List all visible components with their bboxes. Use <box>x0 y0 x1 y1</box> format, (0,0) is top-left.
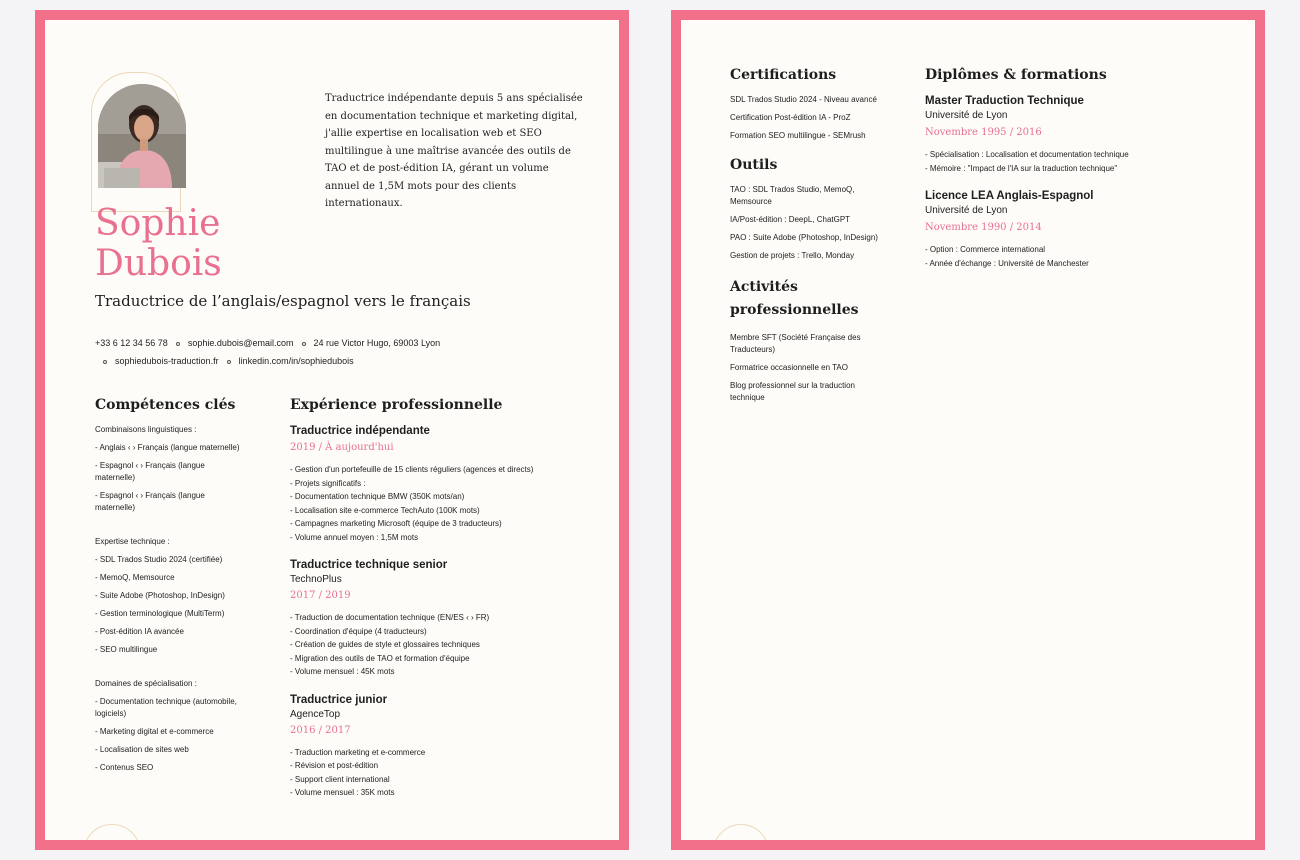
experience-detail: - Création de guides de style et glossaires techniques <box>290 640 480 649</box>
skills-group-label: Domaines de spécialisation : <box>95 679 197 688</box>
education-entry <box>925 94 1185 175</box>
experience-title: Expérience professionnelle <box>290 397 503 413</box>
experience-detail: - Traduction marketing et e-commerce <box>290 747 426 757</box>
side-column <box>730 66 880 418</box>
bullet-icon <box>176 342 180 346</box>
education-dates: Novembre 1995 / 2016 <box>925 127 1042 138</box>
experience-detail: - Support client international <box>290 774 390 784</box>
skill-item: - Documentation technique (automobile, logiciels) <box>95 697 237 718</box>
education-detail: - Spécialisation : Localisation et documentation technique <box>925 150 1129 159</box>
certification-item: SDL Trados Studio 2024 - Niveau avancé <box>730 95 877 104</box>
tool-item: TAO : SDL Trados Studio, MemoQ, Memsource <box>730 185 855 206</box>
profile-summary: Traductrice indépendante depuis 5 ans spécialisée en documentation technique et marketing digital, j'allie expertise en localisation web et SEO multilingue à une maîtrise avancée des outils de TAO et de post-édition IA, gérant un volume annuel de 1,5M mots pour des clients internationaux. <box>325 93 583 209</box>
certifications-title: Certifications <box>730 67 837 83</box>
experience-detail: - Gestion d'un portefeuille de 15 clients réguliers (agences et directs) <box>290 465 534 474</box>
education-school: Université de Lyon <box>925 205 1008 216</box>
skill-item: - Marketing digital et e-commerce <box>95 727 214 736</box>
experience-detail: - Migration des outils de TAO et formation d'équipe <box>290 653 470 663</box>
candidate-name <box>95 204 222 284</box>
experience-entry <box>290 558 590 679</box>
experience-detail: - Volume annuel moyen : 1,5M mots <box>290 532 419 542</box>
portrait-photo-icon <box>98 84 186 188</box>
experience-detail: - Documentation technique BMW (350K mots/an) <box>290 492 465 501</box>
job-title: Traductrice de l’anglais/espagnol vers le français <box>95 292 471 310</box>
experience-dates: 2017 / 2019 <box>290 590 351 601</box>
experience-company: AgenceTop <box>290 708 341 720</box>
skill-item: - Gestion terminologique (MultiTerm) <box>95 609 225 618</box>
experience-detail: - Localisation site e-commerce TechAuto (100K mots) <box>290 505 480 515</box>
tool-item: PAO : Suite Adobe (Photoshop, InDesign) <box>730 233 878 242</box>
experience-dates: 2016 / 2017 <box>290 724 351 736</box>
first-name: Sophie <box>95 203 221 244</box>
skills-group <box>95 678 245 774</box>
activities-title: Activités professionnelles <box>730 279 859 318</box>
skill-item: - Post-édition IA avancée <box>95 627 184 636</box>
bullet-icon <box>227 360 231 364</box>
experience-entry <box>290 693 590 800</box>
bullet-icon <box>302 342 306 346</box>
skill-item: - SDL Trados Studio 2024 (certifiée) <box>95 555 223 564</box>
page-sheet <box>45 20 619 840</box>
experience-section <box>290 396 590 814</box>
skill-item: - Suite Adobe (Photoshop, InDesign) <box>95 591 225 600</box>
experience-detail: - Coordination d'équipe (4 traducteurs) <box>290 626 427 636</box>
activity-item: Blog professionnel sur la traduction technique <box>730 381 855 402</box>
experience-role: Traductrice indépendante <box>290 425 430 437</box>
skill-item: - MemoQ, Memsource <box>95 573 175 582</box>
skills-group-label: Combinaisons linguistiques : <box>95 425 197 434</box>
education-title: Diplômes & formations <box>925 67 1107 83</box>
certification-item: Formation SEO multilingue - SEMrush <box>730 131 866 140</box>
skill-item: - Anglais ‹ › Français (langue maternelle) <box>95 443 240 452</box>
skill-item: - SEO multilingue <box>95 645 158 654</box>
tool-item: IA/Post-édition : DeepL, ChatGPT <box>730 215 851 224</box>
activity-item: Membre SFT (Société Française des Traducteurs) <box>730 333 861 354</box>
certifications-section <box>730 66 880 142</box>
experience-detail: - Campagnes marketing Microsoft (équipe de 3 traducteurs) <box>290 519 502 528</box>
activity-item: Formatrice occasionnelle en TAO <box>730 363 848 372</box>
education-dates: Novembre 1990 / 2014 <box>925 222 1042 233</box>
education-degree: Master Traduction Technique <box>925 95 1084 107</box>
education-section <box>925 66 1185 284</box>
experience-dates: 2019 / À aujourd'hui <box>290 442 394 453</box>
experience-role: Traductrice technique senior <box>290 559 448 571</box>
postal-address: 24 rue Victor Hugo, 69003 Lyon <box>313 338 441 348</box>
experience-detail: - Révision et post-édition <box>290 761 379 770</box>
linkedin-link: linkedin.com/in/sophiedubois <box>238 356 354 366</box>
skills-group <box>95 424 245 514</box>
skill-item: - Localisation de sites web <box>95 745 189 754</box>
skills-title: Compétences clés <box>95 397 236 413</box>
skills-group <box>95 536 245 656</box>
decorative-arc-footer <box>713 824 769 840</box>
resume-page-1 <box>35 10 629 850</box>
experience-detail: - Volume mensuel : 45K mots <box>290 667 395 676</box>
skill-item: - Contenus SEO <box>95 763 154 772</box>
education-school: Université de Lyon <box>925 110 1008 121</box>
experience-company: TechnoPlus <box>290 574 342 585</box>
email-address: sophie.dubois@email.com <box>187 338 294 348</box>
experience-role: Traductrice junior <box>290 693 388 706</box>
tools-title: Outils <box>730 157 778 173</box>
education-entry <box>925 189 1185 270</box>
contact-info <box>95 334 465 370</box>
experience-entry <box>290 424 590 544</box>
last-name: Dubois <box>95 243 222 284</box>
education-degree: Licence LEA Anglais-Espagnol <box>925 190 1094 202</box>
activities-section <box>730 276 880 404</box>
decorative-arc-footer <box>83 824 141 840</box>
skill-item: - Espagnol ‹ › Français (langue maternelle) <box>95 461 205 482</box>
education-detail: - Mémoire : "Impact de l'IA sur la traduction technique" <box>925 163 1118 173</box>
website-link: sophiedubois-traduction.fr <box>115 356 219 366</box>
tools-section <box>730 156 880 262</box>
skill-item: - Espagnol ‹ › Français (langue maternelle) <box>95 491 205 512</box>
contact-line-2 <box>95 352 465 370</box>
experience-detail: - Volume mensuel : 35K mots <box>290 788 395 797</box>
skills-section <box>95 396 245 796</box>
tool-item: Gestion de projets : Trello, Monday <box>730 251 855 260</box>
phone-number: +33 6 12 34 56 78 <box>95 338 168 348</box>
education-detail: - Année d'échange : Université de Manchester <box>925 258 1089 268</box>
bullet-icon <box>103 360 107 364</box>
education-detail: - Option : Commerce international <box>925 245 1046 254</box>
experience-detail: - Projets significatifs : <box>290 478 366 488</box>
skills-group-label: Expertise technique : <box>95 537 170 546</box>
contact-line-1 <box>95 334 465 352</box>
resume-page-2 <box>671 10 1265 850</box>
profile-photo <box>98 84 186 188</box>
certification-item: Certification Post-édition IA - ProZ <box>730 113 851 122</box>
page-sheet <box>681 20 1255 840</box>
experience-detail: - Traduction de documentation technique (EN/ES ‹ › FR) <box>290 613 490 622</box>
